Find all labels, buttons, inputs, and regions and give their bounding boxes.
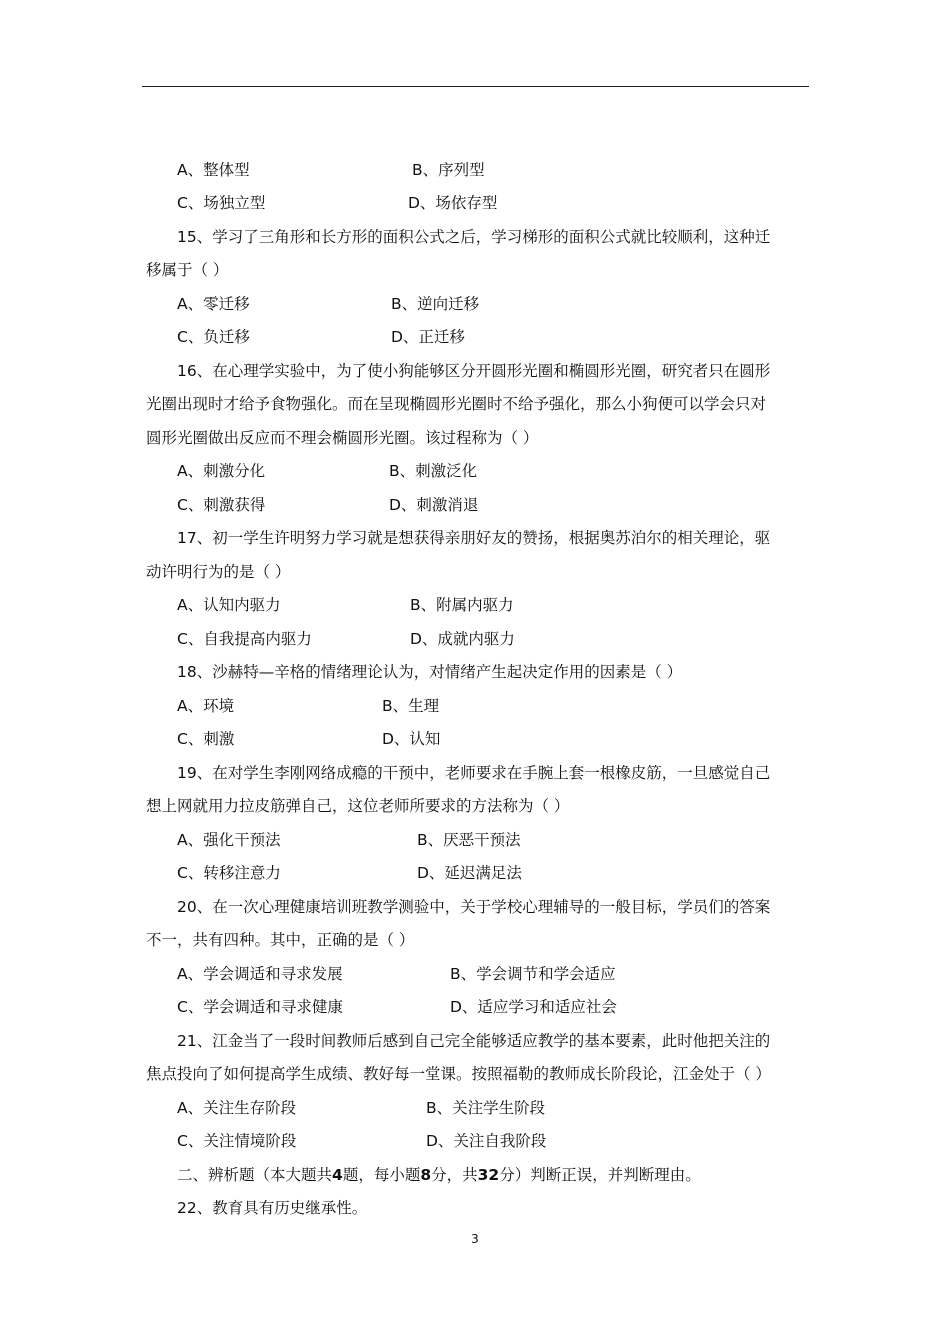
section2-text-2: 题，每小题 (342, 1166, 421, 1184)
q16-stem-line1: 16、在心理学实验中，为了使小狗能够区分开圆形光圈和椭圆形光圈，研究者只在圆形 (177, 362, 771, 380)
section2-text-3: 分，共 (431, 1166, 478, 1184)
q15-option-c: C、负迁移 (177, 328, 250, 346)
q20-option-c: C、学会调适和寻求健康 (177, 998, 343, 1016)
section2-score-each: 8 (420, 1166, 432, 1184)
q19-stem-line2: 想上网就用力拉皮筋弹自己，这位老师所要求的方法称为（ ） (146, 797, 570, 815)
q15-option-a: A、零迁移 (177, 295, 250, 313)
q16-stem-line2: 光圈出现时才给予食物强化。而在呈现椭圆形光圈时不给予强化，那么小狗便可以学会只对 (146, 395, 767, 413)
q17-stem-line2: 动许明行为的是（ ） (146, 563, 291, 581)
q20-option-a: A、学会调适和寻求发展 (177, 965, 343, 983)
q18-option-d: D、认知 (382, 730, 441, 748)
q19-option-d: D、延迟满足法 (417, 864, 522, 882)
section2-text-4: 分）判断正误，并判断理由。 (499, 1166, 701, 1184)
q16-option-a: A、刺激分化 (177, 462, 266, 480)
q17-option-b: B、附属内驱力 (410, 596, 514, 614)
section2-heading (177, 1165, 847, 1185)
q15-option-d: D、正迁移 (391, 328, 465, 346)
q17-stem-line1: 17、初一学生许明努力学习就是想获得亲朋好友的赞扬，根据奥苏泊尔的相关理论，驱 (177, 529, 771, 547)
section2-text-1: 二、辨析题（本大题共 (177, 1166, 333, 1184)
q20-stem-line2: 不一，共有四种。其中，正确的是（ ） (146, 931, 415, 949)
q18-option-c: C、刺激 (177, 730, 235, 748)
q21-option-b: B、关注学生阶段 (426, 1099, 546, 1117)
q19-stem-line1: 19、在对学生李刚网络成瘾的干预中，老师要求在手腕上套一根橡皮筋，一旦感觉自己 (177, 764, 771, 782)
q20-stem-line1: 20、在一次心理健康培训班教学测验中，关于学校心理辅导的一般目标，学员们的答案 (177, 898, 771, 916)
q17-option-c: C、自我提高内驱力 (177, 630, 312, 648)
q16-option-c: C、刺激获得 (177, 496, 266, 514)
q22-stem-line1: 22、教育具有历史继承性。 (177, 1199, 368, 1217)
page-number: 3 (471, 1232, 479, 1246)
q18-option-a: A、环境 (177, 697, 235, 715)
q14-option-b: B、序列型 (412, 161, 485, 179)
q21-option-a: A、关注生存阶段 (177, 1099, 297, 1117)
q14-option-d: D、场依存型 (408, 194, 498, 212)
q19-option-a: A、强化干预法 (177, 831, 281, 849)
q17-option-a: A、认知内驱力 (177, 596, 281, 614)
q14-option-a: A、整体型 (177, 161, 250, 179)
header-rule (142, 86, 809, 87)
q18-option-b: B、生理 (382, 697, 440, 715)
q19-option-c: C、转移注意力 (177, 864, 281, 882)
section2-count: 4 (332, 1166, 343, 1184)
q21-option-d: D、关注自我阶段 (426, 1132, 547, 1150)
q16-option-d: D、刺激消退 (389, 496, 479, 514)
q21-option-c: C、关注情境阶段 (177, 1132, 297, 1150)
q15-option-b: B、逆向迁移 (391, 295, 480, 313)
q17-option-d: D、成就内驱力 (410, 630, 515, 648)
q20-option-d: D、适应学习和适应社会 (450, 998, 617, 1016)
q16-option-b: B、刺激泛化 (389, 462, 478, 480)
q14-option-c: C、场独立型 (177, 194, 266, 212)
q15-stem-line2: 移属于（ ） (146, 261, 229, 279)
q20-option-b: B、学会调节和学会适应 (450, 965, 616, 983)
q16-stem-line3: 圆形光圈做出反应而不理会椭圆形光圈。该过程称为（ ） (146, 429, 539, 447)
section2-score-total: 32 (477, 1166, 500, 1184)
q18-stem-line1: 18、沙赫特—辛格的情绪理论认为，对情绪产生起决定作用的因素是（ ） (177, 663, 683, 681)
q21-stem-line1: 21、江金当了一段时间教师后感到自己完全能够适应教学的基本要素，此时他把关注的 (177, 1032, 771, 1050)
q21-stem-line2: 焦点投向了如何提高学生成绩、教好每一堂课。按照福勒的教师成长阶段论，江金处于（ ） (146, 1065, 771, 1083)
q15-stem-line1: 15、学习了三角形和长方形的面积公式之后，学习梯形的面积公式就比较顺利，这种迁 (177, 228, 771, 246)
q19-option-b: B、厌恶干预法 (417, 831, 521, 849)
